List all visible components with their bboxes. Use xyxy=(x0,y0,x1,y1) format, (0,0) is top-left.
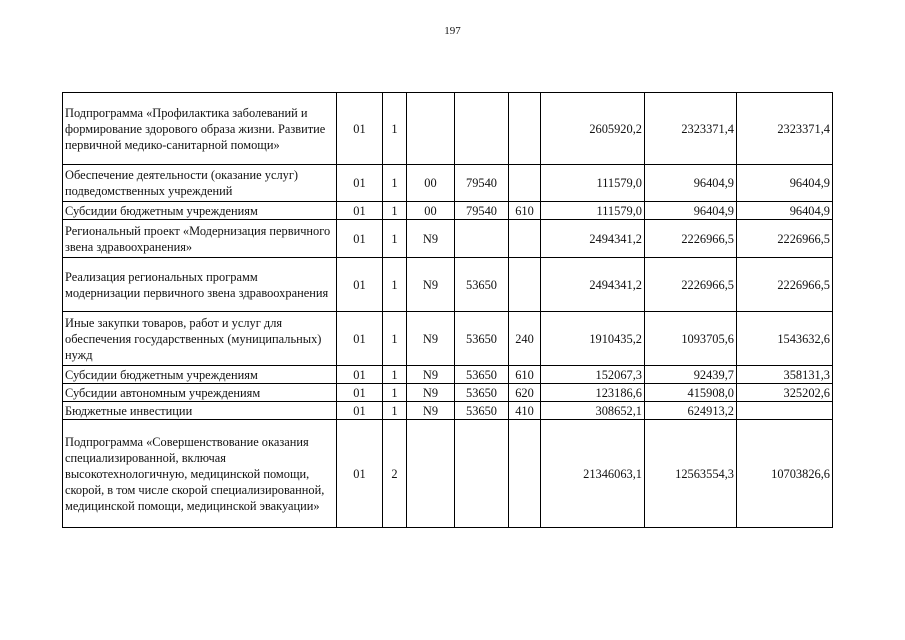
amount-year-2: 2226966,5 xyxy=(645,220,737,258)
type-code xyxy=(407,420,455,528)
table-row xyxy=(63,384,833,402)
row-name: Субсидии бюджетным учреждениям xyxy=(63,202,337,220)
table-row xyxy=(63,202,833,220)
row-name: Бюджетные инвестиции xyxy=(63,402,337,420)
table-row xyxy=(63,220,833,258)
expense-type-code xyxy=(509,165,541,202)
expense-type-code: 620 xyxy=(509,384,541,402)
direction-code: 53650 xyxy=(455,312,509,366)
pp-code: 1 xyxy=(383,202,407,220)
gp-code: 01 xyxy=(337,312,383,366)
amount-year-3: 2226966,5 xyxy=(737,220,833,258)
expense-type-code xyxy=(509,258,541,312)
pp-code: 1 xyxy=(383,312,407,366)
gp-code: 01 xyxy=(337,402,383,420)
gp-code: 01 xyxy=(337,93,383,165)
table-row xyxy=(63,420,833,528)
amount-year-1: 111579,0 xyxy=(541,165,645,202)
amount-year-1: 2494341,2 xyxy=(541,258,645,312)
type-code: N9 xyxy=(407,312,455,366)
gp-code: 01 xyxy=(337,202,383,220)
gp-code: 01 xyxy=(337,220,383,258)
pp-code: 1 xyxy=(383,366,407,384)
direction-code: 53650 xyxy=(455,402,509,420)
direction-code: 53650 xyxy=(455,258,509,312)
pp-code: 1 xyxy=(383,402,407,420)
pp-code: 2 xyxy=(383,420,407,528)
gp-code: 01 xyxy=(337,366,383,384)
expense-type-code xyxy=(509,420,541,528)
table-row xyxy=(63,165,833,202)
row-name: Субсидии автономным учреждениям xyxy=(63,384,337,402)
amount-year-1: 21346063,1 xyxy=(541,420,645,528)
direction-code: 53650 xyxy=(455,366,509,384)
table-row xyxy=(63,312,833,366)
amount-year-3 xyxy=(737,402,833,420)
amount-year-1: 123186,6 xyxy=(541,384,645,402)
type-code: N9 xyxy=(407,384,455,402)
table-row xyxy=(63,366,833,384)
amount-year-2: 415908,0 xyxy=(645,384,737,402)
gp-code: 01 xyxy=(337,384,383,402)
pp-code: 1 xyxy=(383,384,407,402)
amount-year-2: 2323371,4 xyxy=(645,93,737,165)
gp-code: 01 xyxy=(337,165,383,202)
gp-code: 01 xyxy=(337,420,383,528)
row-name: Региональный проект «Модернизация первичного звена здравоохранения» xyxy=(63,220,337,258)
expense-type-code: 240 xyxy=(509,312,541,366)
row-name: Обеспечение деятельности (оказание услуг) подведомственных учреждений xyxy=(63,165,337,202)
expense-type-code: 610 xyxy=(509,202,541,220)
amount-year-3: 325202,6 xyxy=(737,384,833,402)
type-code: N9 xyxy=(407,258,455,312)
amount-year-1: 1910435,2 xyxy=(541,312,645,366)
row-name: Иные закупки товаров, работ и услуг для обеспечения государственных (муниципальных) нужд xyxy=(63,312,337,366)
amount-year-3: 96404,9 xyxy=(737,202,833,220)
type-code xyxy=(407,93,455,165)
amount-year-1: 2494341,2 xyxy=(541,220,645,258)
amount-year-3: 2226966,5 xyxy=(737,258,833,312)
type-code: N9 xyxy=(407,220,455,258)
table-row xyxy=(63,93,833,165)
expense-type-code xyxy=(509,93,541,165)
row-name: Подпрограмма «Совершенствование оказания специализированной, включая высокотехнологичную, медицинской помощи, скорой, в том числе скорой специализированной, медицинской помощи, медицинской эвакуации» xyxy=(63,420,337,528)
amount-year-3: 96404,9 xyxy=(737,165,833,202)
type-code: 00 xyxy=(407,165,455,202)
amount-year-3: 1543632,6 xyxy=(737,312,833,366)
expense-type-code: 410 xyxy=(509,402,541,420)
amount-year-3: 10703826,6 xyxy=(737,420,833,528)
page-number: 197 xyxy=(444,25,461,37)
amount-year-1: 152067,3 xyxy=(541,366,645,384)
type-code: N9 xyxy=(407,366,455,384)
amount-year-2: 2226966,5 xyxy=(645,258,737,312)
amount-year-2: 96404,9 xyxy=(645,165,737,202)
amount-year-2: 1093705,6 xyxy=(645,312,737,366)
pp-code: 1 xyxy=(383,220,407,258)
amount-year-3: 2323371,4 xyxy=(737,93,833,165)
direction-code: 53650 xyxy=(455,384,509,402)
row-name: Субсидии бюджетным учреждениям xyxy=(63,366,337,384)
gp-code: 01 xyxy=(337,258,383,312)
amount-year-2: 96404,9 xyxy=(645,202,737,220)
expense-type-code xyxy=(509,220,541,258)
direction-code xyxy=(455,93,509,165)
direction-code xyxy=(455,420,509,528)
type-code: N9 xyxy=(407,402,455,420)
amount-year-2: 624913,2 xyxy=(645,402,737,420)
pp-code: 1 xyxy=(383,165,407,202)
table-row xyxy=(63,402,833,420)
direction-code xyxy=(455,220,509,258)
pp-code: 1 xyxy=(383,93,407,165)
direction-code: 79540 xyxy=(455,202,509,220)
expense-type-code: 610 xyxy=(509,366,541,384)
amount-year-1: 308652,1 xyxy=(541,402,645,420)
direction-code: 79540 xyxy=(455,165,509,202)
amount-year-1: 111579,0 xyxy=(541,202,645,220)
amount-year-3: 358131,3 xyxy=(737,366,833,384)
row-name: Реализация региональных программ модернизации первичного звена здравоохранения xyxy=(63,258,337,312)
amount-year-1: 2605920,2 xyxy=(541,93,645,165)
row-name: Подпрограмма «Профилактика заболеваний и формирование здорового образа жизни. Развитие первичной медико-санитарной помощи» xyxy=(63,93,337,165)
amount-year-2: 12563554,3 xyxy=(645,420,737,528)
amount-year-2: 92439,7 xyxy=(645,366,737,384)
pp-code: 1 xyxy=(383,258,407,312)
table-row xyxy=(63,258,833,312)
budget-table xyxy=(62,92,833,528)
type-code: 00 xyxy=(407,202,455,220)
